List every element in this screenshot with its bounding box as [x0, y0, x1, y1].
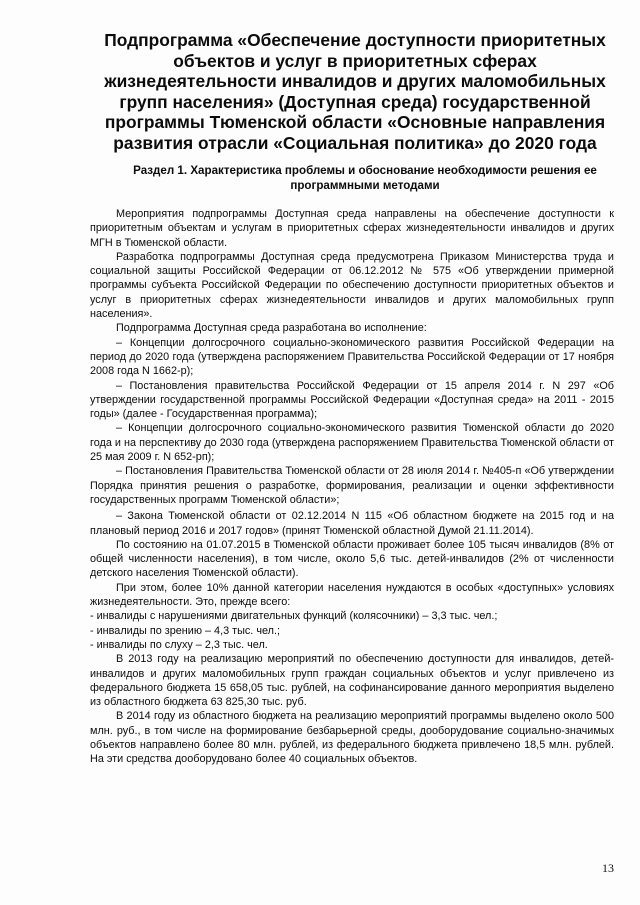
list-item-regional-concept: – Концепции долгосрочного социально-экономического развития Тюменской области до 2020 года и на перспективу до 2030 года (утверждена распоряжением Правительства Тюменской области от 25 мая 2009 г. N 652-рп); [90, 422, 614, 464]
list-item-regional-budget-law: – Закона Тюменской области от 02.12.2014 N 115 «Об областном бюджете на 2015 год и на плановый период 2016 и 2017 годов» (принят Тюменской областной Думой 21.11.2014). [90, 510, 614, 537]
list-item-federal-concept: – Концепции долгосрочного социально-экономического развития Российской Федерации на период до 2020 года (утверждена распоряжением Правительства Российской Федерации от 17 ноября 2008 года N 1662-р); [90, 336, 614, 378]
list-item-hearing-impairment: - инвалиды по слуху – 2,3 тыс. чел. [90, 638, 268, 651]
list-item-visual-impairment: - инвалиды по зрению – 4,3 тыс. чел.; [90, 624, 281, 637]
list-item-federal-resolution: – Постановления правительства Российской Федерации от 15 апреля 2014 г. N 297 «Об утверждении государственной программы Российской Федерации «Доступная среда» на 2011 - 2015 годы» (далее - Государственная программа); [90, 379, 614, 421]
paragraph-2014-funding: В 2014 году из областного бюджета на реализацию мероприятий программы выделено около 500 млн. руб., в том числе на формирование безбарьерной среды, дооборудование социально-значимых объектов направлено более 80 млн. рублей, из федерального бюджета привлечено 18,5 млн. рублей. На эти средства дооборудовано более 40 социальных объектов. [90, 710, 614, 766]
paragraph-developed-under: Подпрограмма Доступная среда разработана во исполнение: [116, 322, 427, 335]
paragraph-special-conditions: При этом, более 10% данной категории населения нуждаются в особых «доступных» условиях жизнедеятельности. Это, прежде всего: [90, 581, 614, 609]
section-heading: Раздел 1. Характеристика проблемы и обоснование необходимости решения ее программными методами [133, 164, 597, 192]
list-item-regional-resolution: – Постановления Правительства Тюменской области от 28 июля 2014 г. №405-п «Об утверждении Порядка принятия решения о разработке, формирования, реализации и оценки эффективности государственных программ Тюменской области»; [90, 465, 614, 506]
paragraph-purpose: Мероприятия подпрограммы Доступная среда направлены на обеспечение доступности к приоритетным объектам и услугам в приоритетных сферах жизнедеятельности инвалидов и других МГН в Тюменской области. [90, 208, 614, 249]
paragraph-2013-funding: В 2013 году на реализацию мероприятий по обеспечению доступности для инвалидов, детей-инвалидов и других маломобильных групп граждан социальных объектов и услуг привлечено из федерального бюджета 15 658,05 тыс. рублей, на софинансирование данного мероприятия выделено из областного бюджета 63 825,30 тыс. руб. [90, 653, 614, 709]
document-title: Подпрограмма «Обеспечение доступности приоритетных объектов и услуг в приоритетных сферах жизнедеятельности инвалидов и других маломобильных групп населения» (Доступная среда) государственной программы Тюменской области «Основные направления развития отрасли «Социальная политика» до 2020 года [104, 30, 606, 153]
document-body [90, 207, 614, 767]
paragraph-development-basis: Разработка подпрограммы Доступная среда предусмотрена Приказом Министерства труда и социальной защиты Российской Федерации от 06.12.2012 № 575 «Об утверждении примерной программы субъекта Российской Федерации по обеспечению доступности приоритетных объектов и услуг в приоритетных сферах жизнедеятельности инвалидов и других маломобильных групп населения». [90, 250, 614, 321]
paragraph-disability-statistics: По состоянию на 01.07.2015 в Тюменской области проживает более 105 тысяч инвалидов (8% от общей численности населения), в том числе, около 5,6 тыс. детей-инвалидов (2% от численности детского населения Тюменской области). [90, 538, 614, 580]
page-number: 13 [602, 861, 614, 875]
list-item-wheelchair-users: - инвалиды с нарушениями двигательных функций (колясочники) – 3,3 тыс. чел.; [90, 610, 498, 623]
